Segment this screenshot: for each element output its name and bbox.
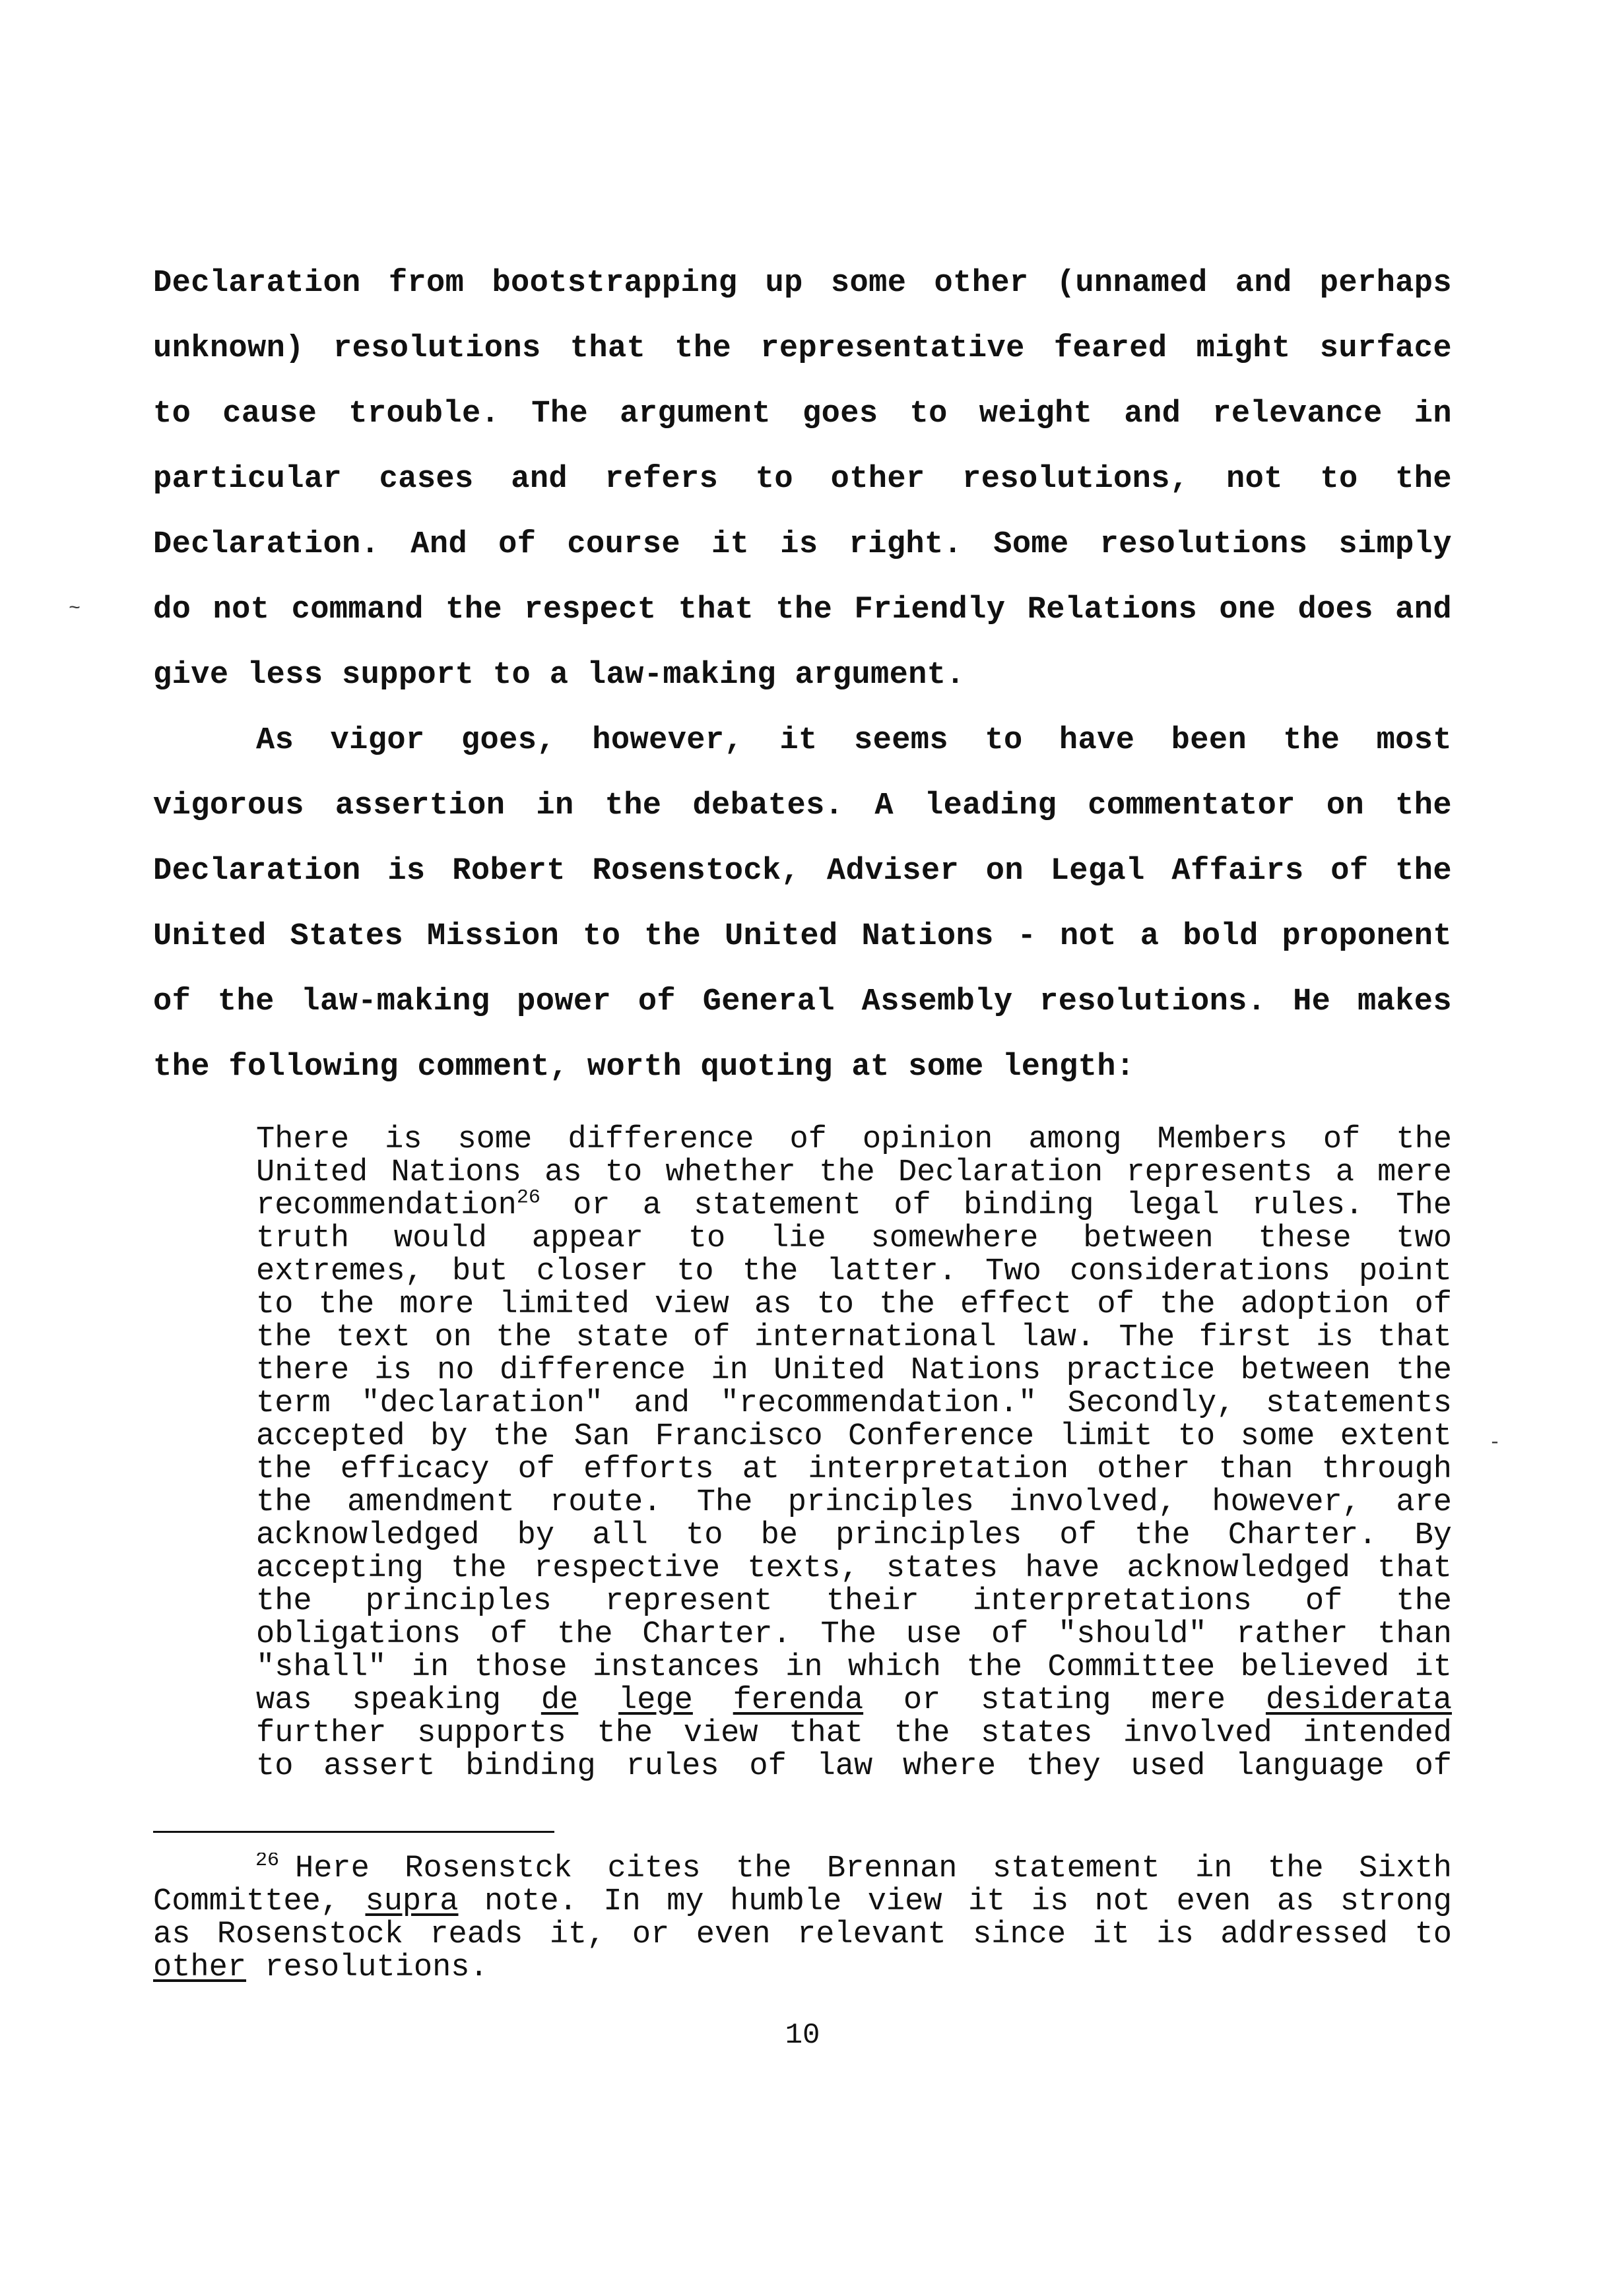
quote-text: as to whether the Declaration represents a mere [544,1157,1452,1190]
quote-line: "shall" in those instances in which the Committee believed it [256,1651,1452,1684]
quote-line: the efficacy of efforts at interpretation other than through [256,1453,1452,1486]
paragraph-1-line: do not command the respect that the Friendly Relations one does and [153,592,1452,627]
paragraph-1-line: give less support to a law-making argument. [153,658,965,693]
paragraph-2-line: the following comment, worth quoting at some length: [153,1050,1135,1085]
paragraph-2 [153,708,1452,1100]
quote-line [256,1684,1452,1717]
quote-line: acknowledged by all to be principles of the Charter. By [256,1519,1452,1552]
paragraph-2-line: vigorous assertion in the debates. A leading commentator on the [153,788,1452,823]
quote-line: to the more limited view as to the effect of the adoption of [256,1289,1452,1322]
latin-phrase: de [540,1684,579,1717]
quote-text: was speaking [256,1684,541,1717]
paragraph-2-line: United States Mission to the United Nations - not a bold proponent [153,919,1452,954]
footnote-line [153,1853,1452,1886]
footnote-line [153,1952,1452,1985]
quote-text: or a statement of binding legal rules. The [540,1190,1452,1223]
footnote-marker: 26 [255,1853,280,1872]
quote-line: the text on the state of international law. The first is that [256,1322,1452,1355]
paragraph-2-line: of the law-making power of General Assembly resolutions. He makes [153,984,1452,1019]
quote-line: term "declaration" and "recommendation." Secondly, statements [256,1387,1452,1420]
footnote-text: Committee, [153,1886,366,1919]
paragraph-1-line: unknown) resolutions that the representative feared might surface [153,331,1452,366]
emphasized-word: other [153,1952,247,1985]
quote-text: United Nations [256,1157,521,1190]
paragraph-1-line: particular cases and refers to other resolutions, not to the [153,462,1452,497]
margin-mark: ~ [69,598,81,620]
quote-line: to assert binding rules of law where they used language of [256,1750,1452,1783]
quote-line: extremes, but closer to the latter. Two considerations point [256,1256,1452,1289]
paragraph-2-line: As vigor goes, however, it seems to have been the most [256,723,1452,758]
footnote-separator [153,1831,554,1833]
footnote-text: note. In my humble view it is not even as strong [458,1886,1452,1919]
footnote [153,1853,1452,1985]
paragraph-2-line: Declaration is Robert Rosenstock, Adviser on Legal Affairs of the [153,854,1452,889]
quote-text: or stating mere [863,1684,1266,1717]
quote-line: There is some difference of opinion among Members of the [256,1124,1452,1157]
footnote-reference: 26 [516,1190,540,1209]
latin-phrase: lege [618,1684,693,1717]
paragraph-1-line: Declaration from bootstrapping up some other (unnamed and perhaps [153,266,1452,301]
footnote-text: Here Rosenstck cites the Brennan statement in the Sixth [295,1853,1452,1886]
footnote-line [153,1886,1452,1919]
quote-line [256,1157,1452,1190]
quote-line: accepted by the San Francisco Conference limit to some extent [256,1420,1452,1453]
quote-text: recommendation [256,1190,517,1223]
quote-line: truth would appear to lie somewhere between these two [256,1223,1452,1256]
block-quote [256,1124,1452,1783]
latin-phrase: supra [365,1886,459,1919]
footnote-text: resolutions. [246,1952,488,1985]
quote-line [256,1190,1452,1223]
quote-line: obligations of the Charter. The use of "should" rather than [256,1618,1452,1651]
margin-mark: - [1489,1432,1501,1454]
footnote-line: as Rosenstock reads it, or even relevant since it is addressed to [153,1919,1452,1952]
quote-line: the amendment route. The principles involved, however, are [256,1486,1452,1519]
page-number: 10 [785,2019,820,2052]
paragraph-1-line: Declaration. And of course it is right. Some resolutions simply [153,527,1452,562]
latin-phrase: desiderata [1265,1684,1452,1717]
latin-phrase: ferenda [733,1684,864,1717]
quote-line: further supports the view that the states involved intended [256,1717,1452,1750]
paragraph-1-line: to cause trouble. The argument goes to weight and relevance in [153,397,1452,431]
quote-line: the principles represent their interpretations of the [256,1585,1452,1618]
quote-line: accepting the respective texts, states have acknowledged that [256,1552,1452,1585]
quote-line: there is no difference in United Nations practice between the [256,1355,1452,1387]
paragraph-1 [153,251,1452,708]
